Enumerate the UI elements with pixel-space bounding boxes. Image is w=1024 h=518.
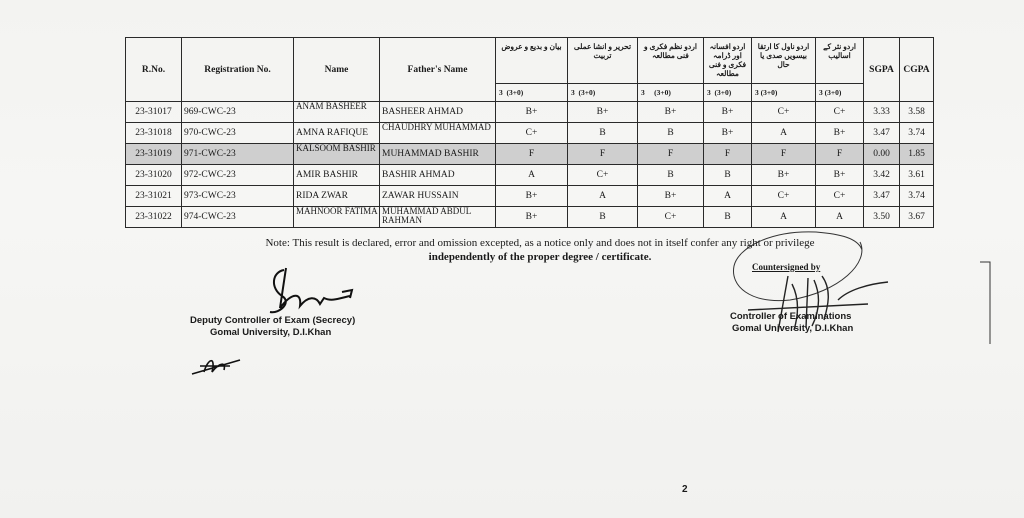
- cell-grade: B+: [752, 165, 816, 186]
- header-cgpa: CGPA: [900, 38, 934, 102]
- cell-grade: B+: [704, 102, 752, 123]
- cell-grade: F: [638, 144, 704, 165]
- note-line-1: Note: This result is declared, error and omission excepted, as a notice only and does not in itself confer any right or privilege: [265, 237, 815, 249]
- cell-registration: 974-CWC-23: [182, 207, 294, 228]
- cell-grade: C+: [638, 207, 704, 228]
- cell-name: KALSOOM BASHIR: [294, 144, 380, 165]
- controller-block: [730, 311, 853, 335]
- cell-father-name: MUHAMMAD BASHIR: [380, 144, 496, 165]
- cell-registration: 970-CWC-23: [182, 123, 294, 144]
- table-row: [126, 165, 934, 186]
- deputy-controller-signature: [262, 262, 372, 322]
- cell-name: MAHNOOR FATIMA: [294, 207, 380, 228]
- cell-grade: F: [816, 144, 864, 165]
- cell-rno: 23-31020: [126, 165, 182, 186]
- cell-grade: C+: [752, 102, 816, 123]
- header-course-4: اردو افسانہ اور ڈرامہ فکری و فنی مطالعہ: [704, 38, 752, 84]
- cell-rno: 23-31022: [126, 207, 182, 228]
- cell-registration: 973-CWC-23: [182, 186, 294, 207]
- cell-father-name: BASHEER AHMAD: [380, 102, 496, 123]
- header-name: Name: [294, 38, 380, 102]
- cell-grade: B+: [496, 207, 568, 228]
- deputy-controller-title: Deputy Controller of Exam (Secrecy): [190, 315, 356, 326]
- cell-grade: F: [752, 144, 816, 165]
- cell-rno: 23-31017: [126, 102, 182, 123]
- header-course-5: اردو ناول کا ارتقا بیسویں صدی یا حال: [752, 38, 816, 84]
- page-number: 2: [682, 484, 688, 495]
- cell-sgpa: 0.00: [864, 144, 900, 165]
- cell-grade: B+: [496, 186, 568, 207]
- cell-grade: B: [704, 165, 752, 186]
- table-row: [126, 186, 934, 207]
- controller-title: Controller of Examinations: [730, 311, 852, 322]
- note-line-2: independently of the proper degree / certificate.: [428, 251, 652, 263]
- credit-course-4: 3 (3+0): [704, 84, 752, 102]
- credit-course-2: 3 (3+0): [568, 84, 638, 102]
- cell-grade: F: [496, 144, 568, 165]
- cell-sgpa: 3.50: [864, 207, 900, 228]
- cell-cgpa: 3.61: [900, 165, 934, 186]
- header-course-1: بیان و بدیع و عروض: [496, 38, 568, 84]
- table-row: [126, 123, 934, 144]
- cell-grade: B+: [638, 102, 704, 123]
- header-father-name: Father's Name: [380, 38, 496, 102]
- cell-grade: B: [568, 207, 638, 228]
- countersigned-label: Countersigned by: [752, 262, 821, 272]
- deputy-controller-block: [190, 315, 355, 339]
- table-header-row: [126, 38, 934, 84]
- cell-grade: A: [704, 186, 752, 207]
- cell-name: AMIR BASHIR: [294, 165, 380, 186]
- deputy-controller-org: Gomal University, D.I.Khan: [210, 327, 332, 338]
- credit-course-3: 3 (3+0): [638, 84, 704, 102]
- header-sgpa: SGPA: [864, 38, 900, 102]
- cell-grade: A: [816, 207, 864, 228]
- cell-cgpa: 3.74: [900, 123, 934, 144]
- cell-grade: B+: [704, 123, 752, 144]
- cell-cgpa: 1.85: [900, 144, 934, 165]
- cell-rno: 23-31019: [126, 144, 182, 165]
- cell-name: AMNA RAFIQUE: [294, 123, 380, 144]
- cell-grade: C+: [568, 165, 638, 186]
- cell-sgpa: 3.47: [864, 123, 900, 144]
- cell-father-name: CHAUDHRY MUHAMMAD: [380, 123, 496, 144]
- cell-sgpa: 3.42: [864, 165, 900, 186]
- header-course-2: تحریر و انشا عملی تربیت: [568, 38, 638, 84]
- cell-grade: A: [752, 123, 816, 144]
- page-edge-mark: [978, 260, 998, 350]
- cell-grade: B: [704, 207, 752, 228]
- cell-father-name: MUHAMMAD ABDUL RAHMAN: [380, 207, 496, 228]
- credit-course-1: 3 (3+0): [496, 84, 568, 102]
- credit-course-6: 3 (3+0): [816, 84, 864, 102]
- initials-scribble: [190, 350, 250, 380]
- header-registration: Registration No.: [182, 38, 294, 102]
- cell-cgpa: 3.67: [900, 207, 934, 228]
- cell-grade: B+: [638, 186, 704, 207]
- cell-grade: C+: [496, 123, 568, 144]
- cell-grade: A: [752, 207, 816, 228]
- cell-grade: B+: [496, 102, 568, 123]
- header-course-3: اردو نظم فکری و فنی مطالعہ: [638, 38, 704, 84]
- cell-grade: C+: [816, 102, 864, 123]
- credit-course-5: 3 (3+0): [752, 84, 816, 102]
- cell-cgpa: 3.58: [900, 102, 934, 123]
- cell-cgpa: 3.74: [900, 186, 934, 207]
- cell-registration: 969-CWC-23: [182, 102, 294, 123]
- cell-grade: C+: [816, 186, 864, 207]
- cell-rno: 23-31021: [126, 186, 182, 207]
- cell-grade: B+: [816, 123, 864, 144]
- cell-grade: B: [638, 165, 704, 186]
- cell-registration: 972-CWC-23: [182, 165, 294, 186]
- cell-grade: B+: [568, 102, 638, 123]
- cell-registration: 971-CWC-23: [182, 144, 294, 165]
- cell-sgpa: 3.33: [864, 102, 900, 123]
- cell-grade: A: [496, 165, 568, 186]
- table-row: [126, 144, 934, 165]
- cell-rno: 23-31018: [126, 123, 182, 144]
- header-rno: R.No.: [126, 38, 182, 102]
- cell-grade: F: [704, 144, 752, 165]
- cell-grade: C+: [752, 186, 816, 207]
- controller-org: Gomal University, D.I.Khan: [732, 323, 854, 334]
- cell-grade: B+: [816, 165, 864, 186]
- cell-father-name: BASHIR AHMAD: [380, 165, 496, 186]
- result-table: [125, 37, 934, 228]
- cell-sgpa: 3.47: [864, 186, 900, 207]
- cell-grade: B: [638, 123, 704, 144]
- cell-father-name: ZAWAR HUSSAIN: [380, 186, 496, 207]
- table-row: [126, 102, 934, 123]
- cell-grade: A: [568, 186, 638, 207]
- cell-name: RIDA ZWAR: [294, 186, 380, 207]
- cell-name: ANAM BASHEER: [294, 102, 380, 123]
- cell-grade: F: [568, 144, 638, 165]
- cell-grade: B: [568, 123, 638, 144]
- header-course-6: اردو نثر کے اسالیب: [816, 38, 864, 84]
